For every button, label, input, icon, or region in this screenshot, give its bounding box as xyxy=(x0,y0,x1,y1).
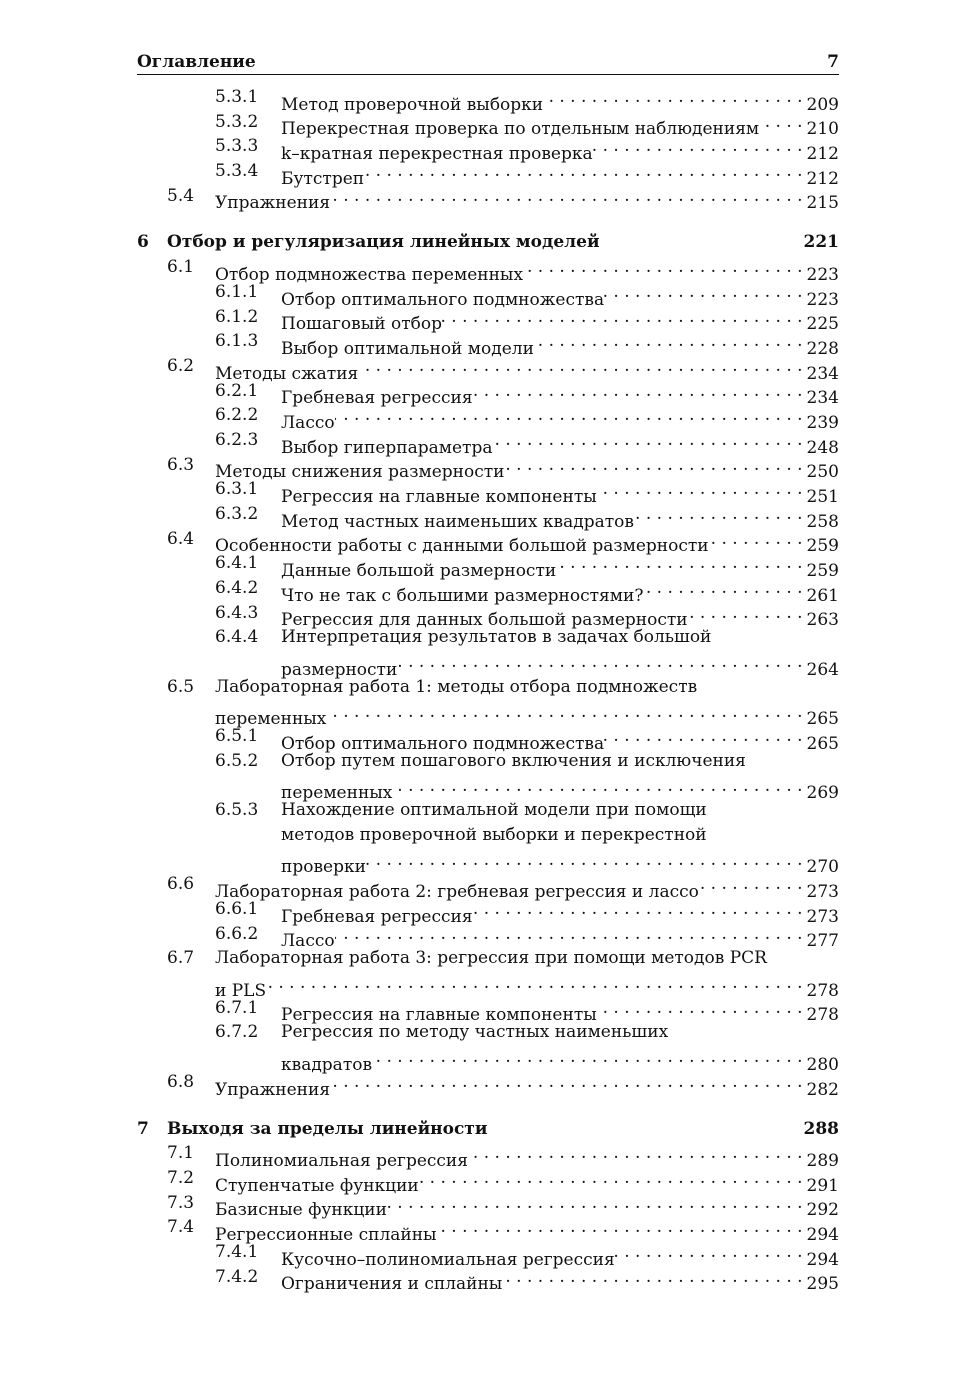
entry-body xyxy=(215,675,839,700)
entry-title: Пошаговый отбор xyxy=(281,314,442,335)
entry-title: Ступенчатые функции xyxy=(215,1175,419,1196)
entry-number: 6.6.1 xyxy=(215,899,259,919)
entry-title: проверки xyxy=(281,857,366,878)
entry-page-number: 288 xyxy=(803,1118,839,1139)
entry-page-number: 265 xyxy=(806,733,839,754)
entry-title: Лабораторная работа 2: гребневая регрессия и лассо xyxy=(215,882,699,903)
toc-entry[interactable] xyxy=(137,872,839,903)
entry-number: 6.7.1 xyxy=(215,997,259,1018)
entry-number: 6.5.1 xyxy=(215,726,259,747)
toc-entry[interactable] xyxy=(137,897,839,927)
entry-title: Данные большой размерности xyxy=(281,561,557,582)
entry-page-number: 273 xyxy=(806,906,839,927)
dot-leader xyxy=(604,724,806,749)
entry-page-number: 273 xyxy=(806,882,839,903)
dot-leader xyxy=(597,996,807,1021)
toc-entry[interactable] xyxy=(137,946,839,971)
entry-number: 6.4 xyxy=(167,528,195,549)
toc-entry[interactable] xyxy=(137,724,839,754)
toc-entry[interactable] xyxy=(137,774,839,804)
entry-page-number: 212 xyxy=(806,168,839,189)
entry-title: Нахождение оптимальной модели при помощи xyxy=(281,800,707,821)
entry-page-number: 294 xyxy=(806,1224,839,1245)
dot-leader xyxy=(643,576,806,601)
entry-body xyxy=(215,1070,839,1102)
dot-leader xyxy=(326,700,806,725)
entry-number: 6.7.2 xyxy=(215,1022,259,1043)
entry-number: 5.3.1 xyxy=(215,87,259,107)
entry-body xyxy=(215,184,839,216)
dot-leader xyxy=(709,527,807,552)
toc-entry[interactable] xyxy=(137,477,839,508)
entry-body xyxy=(281,749,839,774)
entry-page-number: 223 xyxy=(806,264,839,285)
dot-leader xyxy=(364,159,806,184)
entry-title: Лабораторная работа 3: регрессия при помощи методов PCR xyxy=(215,948,767,969)
entry-number: 7.4 xyxy=(167,1217,195,1238)
entry-body xyxy=(281,1020,839,1045)
entry-title: Отбор и регуляризация линейных моделей xyxy=(167,232,600,253)
dot-leader xyxy=(335,403,807,428)
entry-title: квадратов xyxy=(281,1054,373,1075)
entry-number: 7.1 xyxy=(167,1143,195,1164)
entry-number: 6.4.4 xyxy=(215,627,259,648)
entry-title: и PLS xyxy=(215,980,267,1001)
entry-title: Отбор оптимального подмножества xyxy=(281,733,605,754)
dot-leader xyxy=(442,305,807,330)
entry-title: Выбор гиперпараметра xyxy=(281,437,493,458)
entry-number: 6.4.2 xyxy=(215,578,259,599)
entry-title: Регрессионные сплайны xyxy=(215,1224,437,1245)
entry-page-number: 221 xyxy=(803,232,839,253)
entry-number: 6.7 xyxy=(167,948,195,969)
entry-number: 6.5.3 xyxy=(215,800,259,821)
entry-page-number: 292 xyxy=(806,1200,839,1221)
entry-number: 6.6 xyxy=(167,874,195,895)
entry-number: 6.2 xyxy=(167,355,195,376)
dot-leader xyxy=(688,601,807,626)
entry-title: Регрессия для данных большой размерности xyxy=(281,610,688,631)
entry-body xyxy=(215,946,839,971)
running-header xyxy=(137,50,839,75)
dot-leader xyxy=(392,774,806,799)
entry-number: 6.4.3 xyxy=(215,602,259,623)
entry-body xyxy=(281,798,839,823)
toc-entry[interactable] xyxy=(137,650,839,680)
entry-page-number: 239 xyxy=(806,412,839,433)
toc-entry[interactable] xyxy=(137,996,839,1026)
entry-title: Базисные функции xyxy=(215,1200,387,1221)
entry-number: 6 xyxy=(137,232,149,253)
entry-page-number: 234 xyxy=(806,388,839,409)
toc-entry[interactable] xyxy=(137,255,839,285)
entry-number: 6.2.2 xyxy=(215,405,259,426)
toc-entry[interactable] xyxy=(137,428,839,458)
dot-leader xyxy=(534,329,807,354)
dot-leader xyxy=(593,134,807,159)
dot-leader xyxy=(604,280,806,305)
entry-title: Гребневая регрессия xyxy=(281,906,473,927)
entry-page-number: 263 xyxy=(806,610,839,631)
dot-leader xyxy=(358,354,806,379)
entry-title: Лассо xyxy=(281,931,335,952)
dot-leader xyxy=(366,848,807,873)
toc-entry[interactable] xyxy=(137,280,839,310)
toc-entry[interactable] xyxy=(137,453,839,483)
entry-title: Ограничения и сплайны xyxy=(281,1274,503,1295)
toc-entry[interactable] xyxy=(137,625,839,650)
entry-title: Лабораторная работа 1: методы отбора подмножеств xyxy=(215,676,698,697)
toc-entry[interactable] xyxy=(137,971,839,1001)
entry-page-number: 251 xyxy=(806,487,839,508)
entry-number: 6.3.1 xyxy=(215,479,259,500)
entry-page-number: 265 xyxy=(806,709,839,730)
entry-title: Перекрестная проверка по отдельным наблюдениям xyxy=(281,119,760,140)
toc-entry[interactable] xyxy=(137,502,839,532)
entry-page-number: 282 xyxy=(806,1079,839,1100)
toc-entry[interactable] xyxy=(137,403,839,433)
toc-entry[interactable] xyxy=(137,848,839,878)
entry-title: Регрессия на главные компоненты xyxy=(281,487,597,508)
entry-page-number: 278 xyxy=(806,980,839,1001)
entry-number: 7.3 xyxy=(167,1192,195,1213)
entry-page-number: 210 xyxy=(806,119,839,140)
entry-title: Что не так с большими размерностями? xyxy=(281,585,644,606)
toc-chapter-entry[interactable] xyxy=(137,1117,839,1142)
entry-page-number: 264 xyxy=(806,659,839,680)
entry-page-number: 258 xyxy=(806,511,839,532)
entry-title: Кусочно–полиномиальная регрессия xyxy=(281,1249,615,1270)
dot-leader xyxy=(473,379,807,404)
entry-number: 7.2 xyxy=(167,1167,195,1188)
toc-entry[interactable] xyxy=(137,1215,839,1245)
entry-title: Лассо xyxy=(281,412,335,433)
entry-title: Отбор оптимального подмножества xyxy=(281,289,605,310)
entry-number: 7.4.1 xyxy=(215,1241,259,1262)
toc-entry[interactable] xyxy=(137,576,839,606)
entry-page-number: 259 xyxy=(806,561,839,582)
toc-page xyxy=(137,50,839,1295)
dot-leader xyxy=(335,922,807,947)
toc-entry[interactable] xyxy=(137,379,839,409)
entry-page-number: 278 xyxy=(806,1005,839,1026)
entry-title: Особенности работы с данными большой размерности xyxy=(215,536,709,557)
entry-title: Регрессия на главные компоненты xyxy=(281,1005,597,1026)
dot-leader xyxy=(556,551,806,576)
dot-leader xyxy=(473,897,807,922)
toc-entry[interactable] xyxy=(137,184,839,214)
entry-number: 6.2.3 xyxy=(215,429,259,450)
table-of-contents xyxy=(137,85,839,1295)
entry-page-number: 269 xyxy=(806,783,839,804)
entry-number: 6.6.2 xyxy=(215,923,259,944)
dot-leader xyxy=(634,502,807,527)
dot-leader xyxy=(437,1215,807,1240)
dot-leader xyxy=(468,1141,807,1166)
entry-number: 7.4.2 xyxy=(215,1266,259,1287)
entry-title: методов проверочной выборки и перекрестной xyxy=(281,824,707,845)
dot-leader xyxy=(699,872,807,897)
toc-entry[interactable] xyxy=(137,823,839,848)
toc-entry[interactable] xyxy=(137,1045,839,1075)
dot-leader xyxy=(615,1240,807,1265)
entry-page-number: 291 xyxy=(806,1175,839,1196)
entry-number: 6.3 xyxy=(167,454,195,475)
toc-entry[interactable] xyxy=(137,329,839,359)
entry-number: 6.5.2 xyxy=(215,750,259,771)
entry-page-number: 228 xyxy=(806,338,839,359)
header-page-number: 7 xyxy=(827,52,839,72)
entry-title: Бутстреп xyxy=(281,168,365,189)
entry-title: Регрессия по методу частных наименьших xyxy=(281,1022,669,1043)
entry-page-number: 248 xyxy=(806,437,839,458)
entry-number: 6.3.2 xyxy=(215,504,259,524)
entry-page-number: 270 xyxy=(806,857,839,878)
entry-title: Выбор оптимальной модели xyxy=(281,338,534,359)
entry-page-number: 277 xyxy=(806,931,839,952)
toc-entry[interactable] xyxy=(137,675,839,700)
dot-leader xyxy=(502,1265,806,1290)
entry-page-number: 250 xyxy=(806,462,839,483)
entry-page-number: 234 xyxy=(806,363,839,384)
dot-leader xyxy=(492,428,806,453)
entry-number: 5.3.4 xyxy=(215,161,259,182)
entry-number: 6.1.2 xyxy=(215,306,259,327)
dot-leader xyxy=(759,110,806,135)
entry-title: Полиномиальная регрессия xyxy=(215,1150,468,1171)
toc-entry[interactable] xyxy=(137,110,839,140)
toc-entry[interactable] xyxy=(137,551,839,582)
toc-entry[interactable] xyxy=(137,1191,839,1221)
entry-page-number: 225 xyxy=(806,314,839,335)
entry-title: Выходя за пределы линейности xyxy=(167,1118,488,1139)
dot-leader xyxy=(597,477,807,502)
dot-leader xyxy=(419,1166,807,1191)
entry-number: 6.1.1 xyxy=(215,281,259,302)
entry-number: 6.1 xyxy=(167,257,195,278)
toc-entry[interactable] xyxy=(137,1020,839,1045)
entry-title: Упражнения xyxy=(215,1079,331,1100)
entry-title: Отбор подмножества переменных xyxy=(215,264,524,285)
entry-page-number: 261 xyxy=(806,585,839,606)
dot-leader xyxy=(266,971,806,996)
entry-title: Метод частных наименьших квадратов xyxy=(281,511,634,532)
entry-number: 6.5 xyxy=(167,676,195,697)
toc-entry[interactable] xyxy=(137,1240,839,1270)
dot-leader xyxy=(330,1070,806,1095)
entry-number: 6.2.1 xyxy=(215,380,259,401)
entry-page-number: 223 xyxy=(806,289,839,310)
toc-entry[interactable] xyxy=(137,159,839,189)
entry-number: 5.4 xyxy=(167,185,195,206)
entry-page-number: 259 xyxy=(806,536,839,557)
entry-body xyxy=(281,1265,839,1297)
entry-page-number: 280 xyxy=(806,1054,839,1075)
dot-leader xyxy=(330,184,806,209)
toc-entry[interactable] xyxy=(137,1070,839,1100)
entry-title: переменных xyxy=(215,709,327,730)
entry-title: Методы сжатия xyxy=(215,363,359,384)
entry-title: Упражнения xyxy=(215,193,331,214)
toc-entry[interactable] xyxy=(137,601,839,631)
entry-number: 6.1.3 xyxy=(215,331,259,352)
dot-leader xyxy=(387,1191,807,1216)
header-title: Оглавление xyxy=(137,52,256,72)
toc-entry[interactable] xyxy=(137,1265,839,1295)
entry-title: Интерпретация результатов в задачах большой xyxy=(281,627,712,648)
entry-body xyxy=(281,625,839,650)
toc-entry[interactable] xyxy=(137,527,839,557)
toc-entry[interactable] xyxy=(137,85,839,115)
entry-page-number: 294 xyxy=(806,1249,839,1270)
toc-chapter-entry[interactable] xyxy=(137,230,839,255)
entry-title: Гребневая регрессия xyxy=(281,388,473,409)
entry-body xyxy=(167,1117,839,1142)
entry-page-number: 295 xyxy=(806,1274,839,1295)
toc-entry[interactable] xyxy=(137,1141,839,1171)
dot-leader xyxy=(543,85,806,110)
entry-number: 7 xyxy=(137,1118,149,1139)
dot-leader xyxy=(397,650,806,675)
toc-entry[interactable] xyxy=(137,749,839,774)
toc-entry[interactable] xyxy=(137,1166,839,1196)
entry-number: 5.3.2 xyxy=(215,111,259,132)
entry-title: переменных xyxy=(281,783,393,804)
dot-leader xyxy=(372,1045,807,1070)
entry-number: 6.4.1 xyxy=(215,553,259,574)
entry-number: 5.3.3 xyxy=(215,136,259,157)
entry-number: 6.8 xyxy=(167,1071,195,1092)
entry-page-number: 289 xyxy=(806,1150,839,1171)
entry-page-number: 209 xyxy=(806,94,839,115)
entry-title: размерности xyxy=(281,659,398,680)
toc-entry[interactable] xyxy=(137,305,839,335)
toc-entry[interactable] xyxy=(137,134,839,165)
dot-leader xyxy=(504,453,806,478)
dot-leader xyxy=(523,255,806,280)
entry-title: Методы снижения размерности xyxy=(215,462,505,483)
toc-entry[interactable] xyxy=(137,922,839,952)
entry-body xyxy=(167,230,839,255)
toc-entry[interactable] xyxy=(137,798,839,823)
entry-page-number: 215 xyxy=(806,193,839,214)
entry-title: k–кратная перекрестная проверка xyxy=(281,144,593,165)
toc-entry[interactable] xyxy=(137,354,839,384)
toc-entry[interactable] xyxy=(137,700,839,730)
entry-title: Отбор путем пошагового включения и исключения xyxy=(281,750,746,771)
entry-page-number: 212 xyxy=(806,144,839,165)
entry-title: Метод проверочной выборки xyxy=(281,94,544,115)
entry-body xyxy=(281,823,839,848)
